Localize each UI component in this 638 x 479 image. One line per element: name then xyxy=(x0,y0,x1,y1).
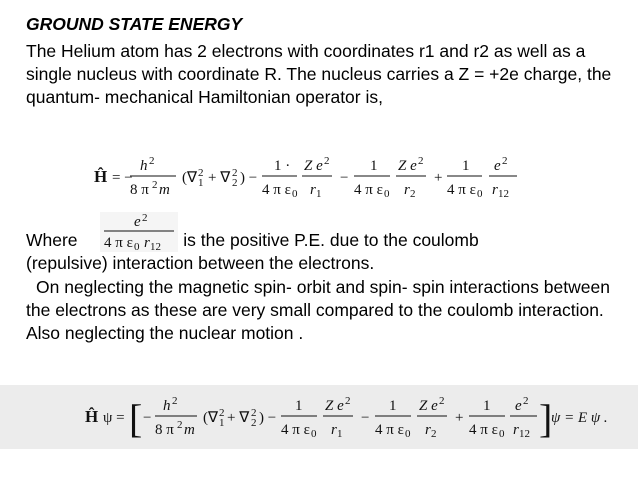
svg-text:2: 2 xyxy=(410,188,416,200)
svg-text:2: 2 xyxy=(149,155,155,167)
svg-text:1: 1 xyxy=(462,158,470,174)
svg-text:8 π: 8 π xyxy=(155,422,174,438)
svg-text:Ĥ: Ĥ xyxy=(94,167,108,186)
svg-text:1: 1 xyxy=(337,428,343,440)
svg-text:2: 2 xyxy=(345,395,351,407)
svg-text:0: 0 xyxy=(292,188,298,200)
svg-text:(∇: (∇ xyxy=(203,410,219,426)
svg-text:0: 0 xyxy=(477,188,483,200)
svg-text:e: e xyxy=(134,214,141,230)
svg-text:r: r xyxy=(492,182,498,198)
svg-text:2: 2 xyxy=(439,395,445,407)
hamiltonian-equation xyxy=(92,152,522,202)
schrodinger-equation xyxy=(85,390,608,444)
svg-text:Z e: Z e xyxy=(398,158,417,174)
svg-text:2: 2 xyxy=(232,177,238,189)
svg-text:(∇: (∇ xyxy=(182,170,198,186)
svg-text:Z e: Z e xyxy=(419,398,438,414)
svg-text:2: 2 xyxy=(324,155,330,167)
svg-text:r: r xyxy=(331,422,337,438)
svg-text:+ ∇: + ∇ xyxy=(227,410,250,426)
svg-text:12: 12 xyxy=(150,241,161,253)
svg-text:2: 2 xyxy=(418,155,424,167)
svg-text:1 ·: 1 · xyxy=(274,158,291,174)
svg-text:2: 2 xyxy=(251,407,257,419)
svg-text:1: 1 xyxy=(219,417,225,429)
svg-text:0: 0 xyxy=(499,428,505,440)
svg-text:+: + xyxy=(434,170,443,186)
svg-text:) −: ) − xyxy=(240,170,258,186)
svg-text:e: e xyxy=(515,398,522,414)
svg-text:2: 2 xyxy=(172,395,178,407)
svg-text:2: 2 xyxy=(251,417,257,429)
svg-text:4 π ε: 4 π ε xyxy=(375,422,404,438)
svg-text:2: 2 xyxy=(142,212,148,224)
svg-text:2: 2 xyxy=(177,419,183,431)
svg-text:m: m xyxy=(159,182,170,198)
svg-text:Z e: Z e xyxy=(325,398,344,414)
svg-text:0: 0 xyxy=(311,428,317,440)
svg-text:1: 1 xyxy=(483,398,491,414)
svg-text:2: 2 xyxy=(502,155,508,167)
svg-text:]: ] xyxy=(539,396,553,441)
svg-text:+ ∇: + ∇ xyxy=(208,170,231,186)
svg-text:) −: ) − xyxy=(259,410,277,426)
svg-text:2: 2 xyxy=(232,167,238,179)
svg-text:[: [ xyxy=(129,396,143,441)
svg-text:r: r xyxy=(425,422,431,438)
svg-text:r: r xyxy=(144,235,150,251)
svg-text:2: 2 xyxy=(219,407,225,419)
svg-text:r: r xyxy=(404,182,410,198)
svg-text:r: r xyxy=(310,182,316,198)
svg-text:8 π: 8 π xyxy=(130,182,149,198)
svg-text:4 π ε: 4 π ε xyxy=(262,182,291,198)
svg-text:= −: = − xyxy=(112,170,133,186)
svg-text:4 π ε: 4 π ε xyxy=(354,182,383,198)
coulomb-term-equation xyxy=(100,212,178,252)
svg-text:0: 0 xyxy=(134,241,140,253)
svg-text:1: 1 xyxy=(316,188,322,200)
repulsive-paragraph: (repulsive) interaction between the electrons. xyxy=(26,253,375,273)
svg-text:4 π ε: 4 π ε xyxy=(469,422,498,438)
svg-text:1: 1 xyxy=(389,398,397,414)
svg-text:−: − xyxy=(143,410,152,426)
svg-text:r: r xyxy=(513,422,519,438)
slide-title: GROUND STATE ENERGY xyxy=(26,14,243,34)
svg-text:12: 12 xyxy=(498,188,509,200)
where-word: Where xyxy=(26,230,78,250)
svg-text:−: − xyxy=(361,410,370,426)
svg-text:2: 2 xyxy=(198,167,204,179)
svg-text:12: 12 xyxy=(519,428,530,440)
svg-text:1: 1 xyxy=(370,158,378,174)
svg-text:−: − xyxy=(340,170,349,186)
svg-text:m: m xyxy=(184,422,195,438)
svg-text:2: 2 xyxy=(523,395,529,407)
svg-text:1: 1 xyxy=(198,177,204,189)
svg-text:4 π ε: 4 π ε xyxy=(104,235,133,251)
svg-text:e: e xyxy=(494,158,501,174)
svg-text:ψ =: ψ = xyxy=(103,410,125,426)
where-description: is the positive P.E. due to the coulomb xyxy=(183,230,479,250)
svg-text:Z e: Z e xyxy=(304,158,323,174)
svg-text:2: 2 xyxy=(152,179,158,191)
svg-text:h: h xyxy=(163,398,171,414)
svg-text:2: 2 xyxy=(431,428,437,440)
svg-text:ψ = E ψ .: ψ = E ψ . xyxy=(551,410,608,426)
svg-text:1: 1 xyxy=(295,398,303,414)
svg-text:h: h xyxy=(140,158,148,174)
svg-text:4 π ε: 4 π ε xyxy=(281,422,310,438)
svg-text:+: + xyxy=(455,410,464,426)
svg-text:0: 0 xyxy=(405,428,411,440)
svg-text:0: 0 xyxy=(384,188,390,200)
svg-text:Ĥ: Ĥ xyxy=(85,407,99,426)
intro-paragraph: The Helium atom has 2 electrons with coordinates r1 and r2 as well as a single nucleus with coordinate R. The nucleus carries a Z = +2e charge, the quantum- mechanical Hamiltonian operator is, xyxy=(26,41,612,107)
svg-text:4 π ε: 4 π ε xyxy=(447,182,476,198)
neglecting-paragraph: On neglecting the magnetic spin- orbit and spin- spin interactions between the electrons as these are very small compared to the coulomb interaction. Also neglecting the nuclear motion . xyxy=(26,277,610,343)
